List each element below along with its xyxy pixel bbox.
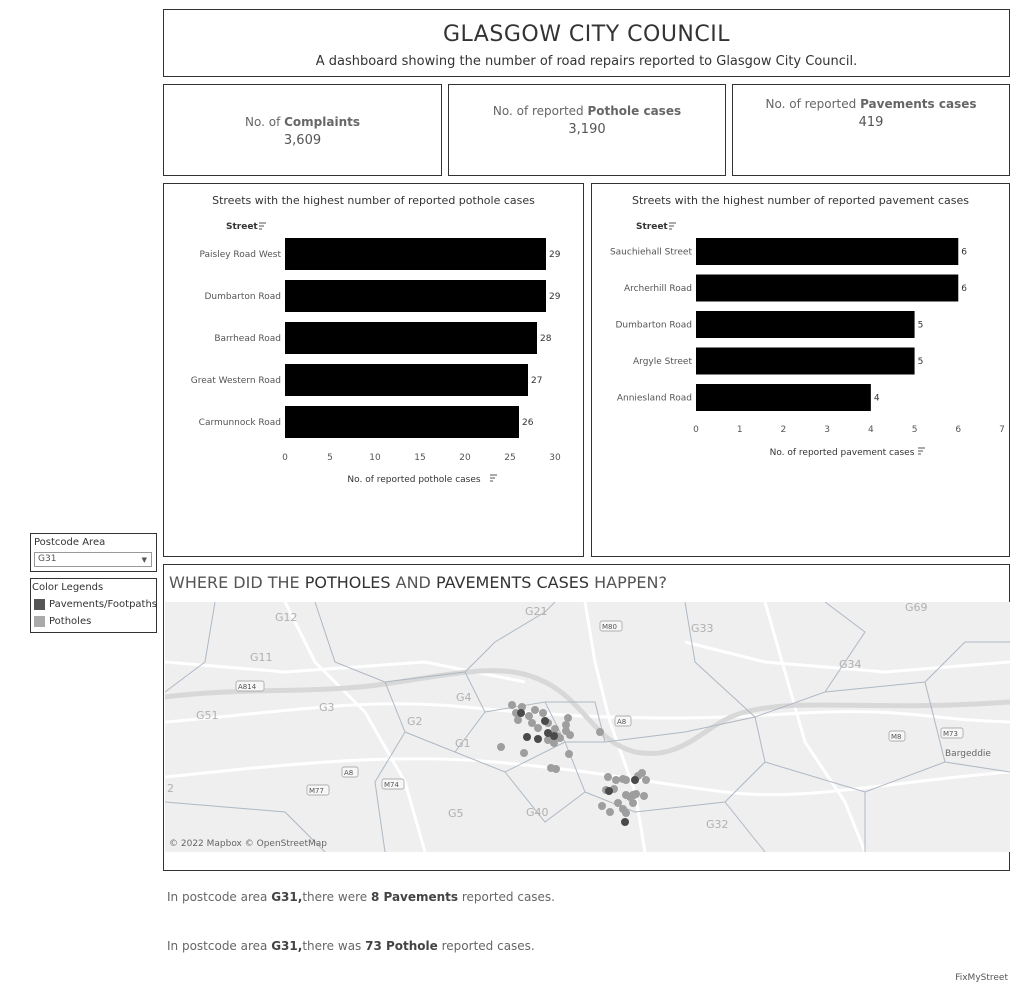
map-title-part: WHERE DID THE [169, 573, 305, 592]
pavement-chart-title: Streets with the highest number of reported pavement cases [632, 194, 969, 207]
kpi-pavements [732, 84, 1010, 176]
category-label: Barrhead Road [214, 334, 281, 344]
postcode-label: G69 [905, 602, 928, 614]
postcode-label: Bargeddie [945, 749, 991, 759]
x-axis-label: No. of reported pavement cases [769, 448, 915, 458]
sort-icon[interactable] [918, 448, 925, 454]
tick-label: 15 [414, 453, 426, 463]
bar[interactable] [696, 238, 958, 265]
postcode-filter-label: Postcode Area [34, 537, 106, 548]
kpi-label-prefix: No. of [244, 115, 285, 129]
pothole-point[interactable] [566, 731, 574, 739]
category-label: Paisley Road West [199, 250, 281, 260]
dashboard-title: GLASGOW CITY COUNCIL [443, 22, 730, 47]
data-label: 5 [917, 320, 924, 331]
category-label: Dumbarton Road [204, 292, 281, 302]
map-title-part: HAPPEN? [589, 573, 667, 592]
sort-icon[interactable] [669, 223, 676, 229]
pothole-chart-panel [163, 183, 584, 557]
category-header: Street [636, 222, 668, 232]
color-legend [30, 578, 157, 633]
data-label: 26 [522, 418, 534, 428]
category-label: Archerhill Road [623, 284, 692, 294]
kpi-label-prefix: No. of reported [492, 104, 588, 118]
chevron-down-icon: ▼ [141, 556, 147, 564]
pothole-point[interactable] [528, 719, 536, 727]
kpi-potholes [448, 84, 726, 176]
pothole-point[interactable] [514, 716, 522, 724]
tick-label: 6 [955, 425, 962, 435]
pavement-point[interactable] [534, 735, 542, 743]
kpi-potholes-value: 3,190 [568, 122, 606, 137]
pothole-point[interactable] [622, 809, 630, 817]
category-label: Great Western Road [190, 376, 281, 386]
road-label: M74 [384, 781, 399, 789]
tick-label: 30 [549, 453, 561, 463]
data-label: 6 [961, 284, 968, 294]
category-label: Argyle Street [633, 357, 692, 367]
tick-label: 25 [504, 453, 516, 463]
pavement-point[interactable] [631, 776, 639, 784]
kpi-pavements-value: 419 [858, 115, 884, 130]
pothole-point[interactable] [638, 769, 646, 777]
road-label: M8 [891, 733, 902, 741]
pavement-point[interactable] [523, 733, 531, 741]
pavement-point[interactable] [517, 709, 525, 717]
tick-label: 0 [693, 425, 699, 435]
x-axis-label: No. of reported pothole cases [347, 475, 481, 485]
data-label: 29 [549, 292, 561, 302]
summary-text: reported cases. [437, 939, 535, 953]
pothole-point[interactable] [520, 749, 528, 757]
legend-label-pavements: Pavements/Footpaths [49, 599, 158, 610]
pothole-bar-chart [164, 184, 583, 556]
bar[interactable] [696, 384, 871, 411]
category-header: Street [226, 222, 258, 232]
summary-text: there were [302, 890, 371, 904]
color-legend-title: Color Legends [32, 582, 104, 593]
tick-label: 20 [459, 453, 471, 463]
summary-text: reported cases. [458, 890, 555, 904]
tick-label: 2 [780, 425, 787, 435]
summary-count: 73 Pothole [365, 939, 438, 953]
road-label: M73 [943, 730, 958, 738]
pothole-point[interactable] [630, 791, 638, 799]
kpi-label-bold: Complaints [284, 115, 360, 129]
road-label: A8 [344, 769, 354, 777]
map-attribution: © 2022 Mapbox © OpenStreetMap [169, 839, 327, 849]
road-label: M77 [309, 787, 324, 795]
data-label: 6 [961, 247, 968, 258]
pothole-point[interactable] [531, 706, 539, 714]
sort-icon[interactable] [259, 223, 266, 229]
pothole-point[interactable] [606, 808, 614, 816]
postcode-map[interactable] [165, 602, 1010, 852]
potholes-summary [167, 939, 535, 953]
postcode-label: G34 [839, 658, 862, 671]
category-label: Anniesland Road [616, 393, 692, 404]
header-panel [163, 9, 1010, 77]
postcode-label: G21 [525, 605, 548, 618]
category-label: Sauchiehall Street [609, 247, 692, 258]
postcode-dropdown-value: G31 [38, 554, 57, 564]
pavement-chart-panel [591, 183, 1010, 557]
legend-label-potholes: Potholes [49, 616, 92, 627]
dashboard-subtitle: A dashboard showing the number of road repairs reported to Glasgow City Council. [315, 54, 858, 69]
pothole-point[interactable] [622, 776, 630, 784]
postcode-label: G3 [319, 701, 335, 714]
kpi-label-bold: Pothole cases [587, 104, 682, 118]
map-roads [165, 602, 1010, 852]
category-label: Carmunnock Road [198, 418, 281, 428]
pothole-chart-title: Streets with the highest number of reported pothole cases [212, 194, 535, 207]
pothole-point[interactable] [551, 725, 559, 733]
road-label: M80 [602, 623, 617, 631]
data-label: 29 [549, 250, 561, 260]
pothole-point[interactable] [629, 799, 637, 807]
data-label: 4 [873, 393, 880, 404]
tick-label: 5 [911, 425, 918, 435]
bar[interactable] [285, 322, 537, 354]
data-label: 28 [540, 334, 552, 344]
summary-count: 8 Pavements [370, 890, 459, 904]
postcode-label: G40 [526, 806, 549, 819]
source-credit: FixMyStreet [955, 973, 1008, 983]
map-title-potholes: POTHOLES [304, 573, 391, 592]
pavement-point[interactable] [550, 732, 558, 740]
pothole-point[interactable] [539, 709, 547, 717]
tick-label: 3 [824, 425, 831, 435]
map-title-part: AND [390, 573, 436, 592]
kpi-pavements-label [733, 97, 1009, 111]
map-title-pavements: PAVEMENTS CASES [435, 573, 589, 592]
pothole-point[interactable] [640, 792, 648, 800]
kpi-label-bold: Pavements cases [860, 97, 977, 111]
postcode-label: G4 [456, 691, 472, 704]
road-label: A814 [238, 683, 257, 691]
tick-label: 0 [282, 453, 288, 463]
bar[interactable] [285, 406, 519, 438]
pavements-summary [167, 890, 555, 904]
postcode-dropdown[interactable] [34, 552, 152, 567]
tick-label: 10 [369, 453, 381, 463]
pothole-point[interactable] [552, 765, 560, 773]
summary-text: In postcode area [167, 890, 272, 904]
postcode-label: G12 [275, 611, 298, 624]
pothole-point[interactable] [612, 776, 620, 784]
kpi-potholes-label [449, 104, 725, 118]
postcode-label: G1 [455, 737, 471, 750]
pothole-point[interactable] [525, 712, 533, 720]
postcode-label: G51 [196, 709, 219, 722]
data-label: 5 [917, 357, 924, 367]
map-title [169, 573, 667, 592]
pavement-point[interactable] [621, 818, 629, 826]
data-label: 27 [531, 376, 543, 386]
bar[interactable] [285, 238, 546, 270]
tick-label: 5 [327, 453, 333, 463]
pothole-point[interactable] [508, 701, 516, 709]
summary-area: G31, [271, 890, 303, 904]
pothole-point[interactable] [642, 776, 650, 784]
pothole-point[interactable] [596, 728, 604, 736]
kpi-complaints-label [164, 115, 441, 129]
pavement-bar-chart [592, 184, 1009, 556]
postcode-label: G11 [250, 651, 273, 664]
tick-label: 4 [867, 425, 874, 435]
pothole-point[interactable] [497, 743, 505, 751]
road-label: A8 [617, 718, 627, 726]
postcode-label: G32 [706, 818, 729, 831]
legend-swatch-potholes[interactable] [34, 616, 45, 627]
summary-text: there was [302, 939, 366, 953]
postcode-boundaries [165, 602, 1010, 852]
postcode-label: G2 [407, 715, 423, 728]
tick-label: 7 [999, 425, 1005, 435]
bar[interactable] [285, 364, 528, 396]
bar[interactable] [696, 275, 958, 302]
summary-area: G31, [271, 939, 303, 953]
postcode-label: G33 [691, 622, 714, 635]
pothole-point[interactable] [598, 802, 606, 810]
pothole-point[interactable] [604, 773, 612, 781]
summary-text: In postcode area [167, 939, 272, 953]
sort-icon[interactable] [490, 475, 497, 481]
kpi-complaints-value: 3,609 [283, 133, 322, 148]
kpi-complaints [163, 84, 442, 176]
bar[interactable] [696, 311, 915, 338]
bar[interactable] [285, 280, 546, 312]
pavement-point[interactable] [541, 717, 549, 725]
category-label: Dumbarton Road [615, 320, 692, 331]
postcode-filter [30, 533, 157, 572]
pothole-point[interactable] [565, 750, 573, 758]
postcode-label: 2 [167, 782, 174, 795]
map-panel [163, 564, 1010, 871]
bar[interactable] [696, 348, 915, 375]
pavement-point[interactable] [605, 787, 613, 795]
pothole-point[interactable] [564, 714, 572, 722]
kpi-label-prefix: No. of reported [765, 97, 861, 111]
postcode-label: G5 [448, 807, 464, 820]
legend-swatch-pavements[interactable] [34, 599, 45, 610]
tick-label: 1 [736, 425, 743, 435]
